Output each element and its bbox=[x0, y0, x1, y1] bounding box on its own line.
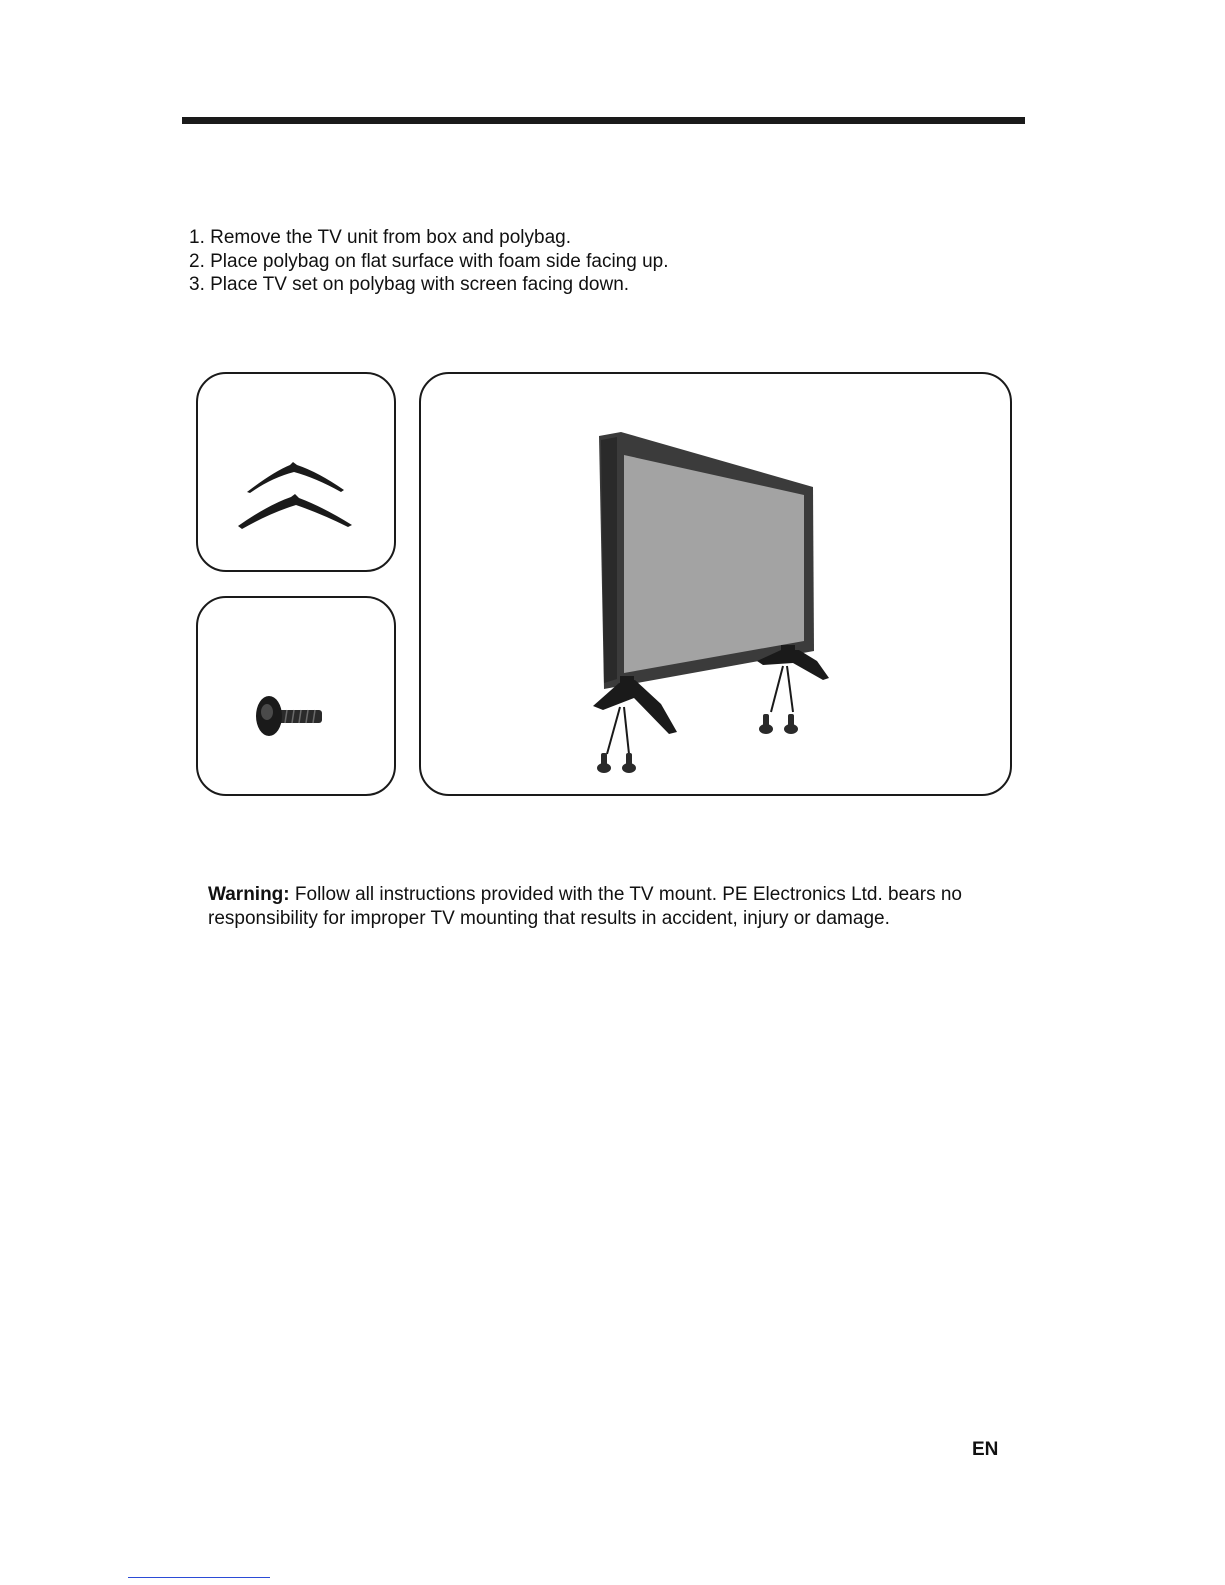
tv-assembly-panel bbox=[419, 372, 1012, 796]
stand-parts-panel bbox=[196, 372, 396, 572]
tv-stand-feet-icon bbox=[198, 374, 394, 570]
warning-label: Warning: bbox=[208, 884, 290, 905]
screw-icon bbox=[198, 598, 394, 794]
step-2: 2. Place polybag on flat surface with foam side facing up. bbox=[189, 250, 669, 272]
warning-text: Follow all instructions provided with the TV mount. PE Electronics Ltd. bears no responsibility for improper TV mounting that results in accident, injury or damage. bbox=[208, 884, 962, 929]
top-rule bbox=[182, 117, 1025, 124]
step-1: 1. Remove the TV unit from box and polybag. bbox=[189, 227, 571, 248]
tv-assembly-illustration bbox=[421, 374, 1010, 794]
warning-notice bbox=[208, 883, 1038, 931]
bottom-underline bbox=[128, 1577, 270, 1578]
screw-parts-panel bbox=[196, 596, 396, 796]
step-3: 3. Place TV set on polybag with screen facing down. bbox=[189, 274, 630, 295]
language-tag: EN bbox=[972, 1439, 999, 1460]
instruction-steps bbox=[189, 226, 669, 297]
